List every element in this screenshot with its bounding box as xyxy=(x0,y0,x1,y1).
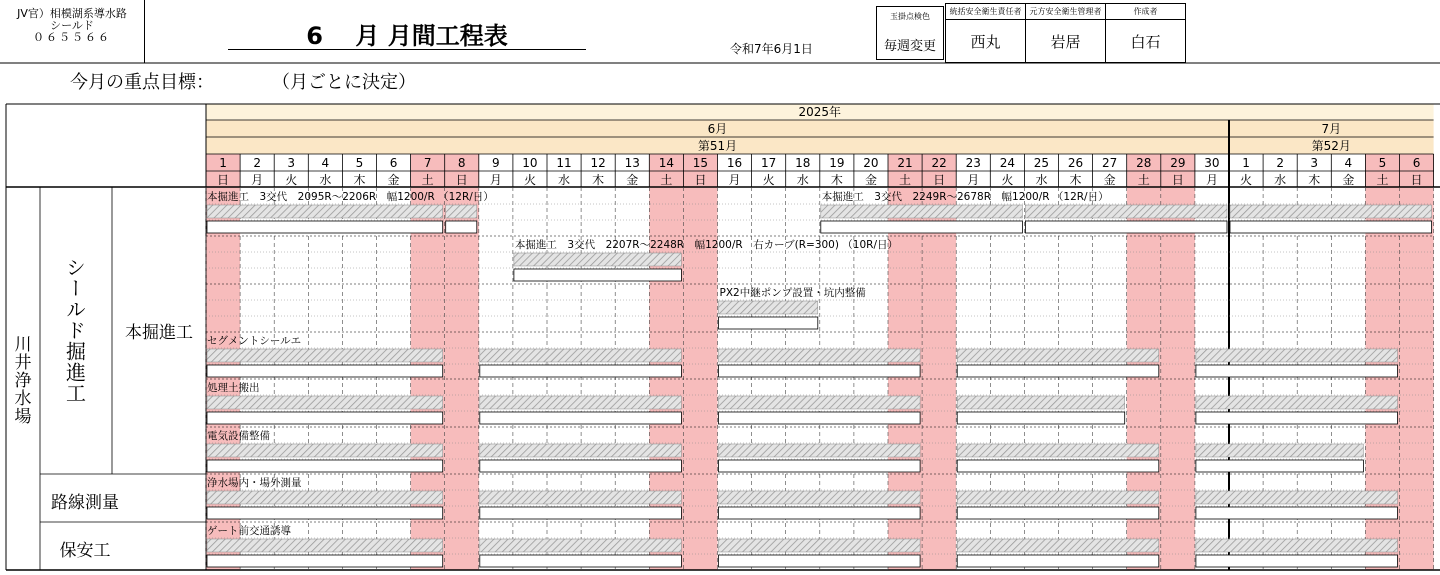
day-number: 13 xyxy=(624,156,640,170)
planned-bar xyxy=(957,396,1124,409)
planned-bar xyxy=(1025,205,1227,218)
planned-bar xyxy=(957,539,1159,552)
actual-bar xyxy=(1196,365,1398,377)
planned-bar xyxy=(719,396,921,409)
day-number: 23 xyxy=(965,156,981,170)
planned-bar xyxy=(719,539,921,552)
planned-bar xyxy=(1230,205,1432,218)
day-weekday: 木 xyxy=(830,173,843,187)
day-weekday: 水 xyxy=(796,173,809,187)
day-number: 29 xyxy=(1170,156,1186,170)
day-number: 30 xyxy=(1204,156,1220,170)
day-number: 26 xyxy=(1067,156,1084,170)
actual-bar xyxy=(1230,221,1432,233)
planned-bar xyxy=(207,349,443,362)
day-number: 17 xyxy=(761,156,777,170)
day-number: 16 xyxy=(726,156,743,170)
actual-bar xyxy=(957,460,1159,472)
signoff-header-1: 統括安全衛生責任者 xyxy=(946,4,1026,20)
day-weekday: 月 xyxy=(967,173,980,187)
actual-bar xyxy=(719,555,921,567)
task-label: 電気設備整備 xyxy=(207,430,270,442)
day-number: 3 xyxy=(287,156,296,170)
day-number: 25 xyxy=(1033,156,1050,170)
week-label-52: 第52月 xyxy=(1311,139,1351,153)
day-weekday: 木 xyxy=(1069,173,1082,187)
goal-label: 今月の重点目標： xyxy=(70,72,214,93)
day-weekday: 火 xyxy=(762,173,775,187)
day-number: 6 xyxy=(389,156,398,170)
day-weekday: 金 xyxy=(864,173,877,187)
org-line-3: ０６５５６６ xyxy=(33,31,111,44)
day-weekday: 木 xyxy=(1308,173,1321,187)
task-label: PX2中継ポンプ設置・坑内整備 xyxy=(719,287,866,299)
day-weekday: 月 xyxy=(728,173,741,187)
day-weekday: 火 xyxy=(1240,173,1253,187)
planned-bar xyxy=(207,539,443,552)
site-label: 川井浄水場 xyxy=(10,335,31,425)
actual-bar xyxy=(480,555,682,567)
day-number: 5 xyxy=(355,156,364,170)
actual-bar xyxy=(207,555,443,567)
actual-bar xyxy=(719,317,818,329)
actual-bar xyxy=(207,507,443,519)
task-label: 浄水場内・場外測量 xyxy=(207,477,302,489)
planned-bar xyxy=(1196,396,1398,409)
planned-bar xyxy=(480,444,682,457)
day-number: 2 xyxy=(253,156,261,170)
actual-bar xyxy=(207,221,443,233)
week-label-51: 第51月 xyxy=(697,139,738,153)
actual-bar xyxy=(719,507,921,519)
month-label-july: 7月 xyxy=(1321,122,1342,136)
day-weekday: 日 xyxy=(455,173,468,187)
day-weekday: 金 xyxy=(1103,173,1116,187)
planned-bar xyxy=(480,396,682,409)
day-weekday: 火 xyxy=(285,173,298,187)
actual-bar xyxy=(1196,460,1364,472)
actual-bar xyxy=(480,365,682,377)
actual-bar xyxy=(1196,555,1398,567)
day-number: 22 xyxy=(931,156,947,170)
day-number: 12 xyxy=(590,156,606,170)
day-number: 3 xyxy=(1310,156,1319,170)
page-title: 6 月 月間工程表 xyxy=(228,18,586,50)
day-weekday: 金 xyxy=(387,173,400,187)
route-label: 路線測量 xyxy=(51,492,119,513)
task-label: 本掘進工 3交代 2095R～2206R 幅1200/R （12R/日） xyxy=(207,191,494,203)
day-weekday: 日 xyxy=(694,173,707,187)
actual-bar xyxy=(821,221,1023,233)
actual-bar xyxy=(207,412,443,424)
day-weekday: 水 xyxy=(319,173,332,187)
planned-bar xyxy=(480,491,682,504)
actual-bar xyxy=(1196,507,1398,519)
day-weekday: 土 xyxy=(421,173,434,187)
actual-bar xyxy=(719,365,921,377)
day-weekday: 土 xyxy=(1137,173,1150,187)
planned-bar xyxy=(514,253,682,266)
day-weekday: 月 xyxy=(251,173,264,187)
day-weekday: 木 xyxy=(592,173,605,187)
day-weekday: 金 xyxy=(1342,173,1355,187)
planned-bar xyxy=(207,491,443,504)
planned-bar xyxy=(1196,444,1364,457)
day-number: 4 xyxy=(1344,156,1353,170)
inspection-color-header: 玉掛点検色 xyxy=(890,11,930,21)
subgroup-label: 本掘進工 xyxy=(125,322,193,343)
actual-bar xyxy=(207,365,443,377)
actual-bar xyxy=(446,221,477,233)
actual-bar xyxy=(957,412,1124,424)
signoff-header-3: 作成者 xyxy=(1106,4,1185,20)
planned-bar xyxy=(719,491,921,504)
actual-bar xyxy=(957,365,1159,377)
planned-bar xyxy=(719,349,921,362)
day-weekday: 日 xyxy=(1171,173,1184,187)
day-number: 28 xyxy=(1136,156,1152,170)
planned-bar xyxy=(207,396,443,409)
actual-bar xyxy=(207,460,443,472)
planned-bar xyxy=(446,205,477,218)
day-number: 11 xyxy=(556,156,572,170)
day-number: 18 xyxy=(795,156,811,170)
day-number: 4 xyxy=(321,156,330,170)
day-weekday: 日 xyxy=(933,173,946,187)
signoff-header-2: 元方安全衛生管理者 xyxy=(1026,4,1106,20)
planned-bar xyxy=(821,205,1023,218)
planned-bar xyxy=(207,444,443,457)
day-number: 21 xyxy=(897,156,913,170)
day-weekday: 土 xyxy=(1376,173,1389,187)
planned-bar xyxy=(480,539,682,552)
planned-bar xyxy=(207,205,443,218)
org-line-2: シールド xyxy=(50,19,94,32)
day-weekday: 土 xyxy=(660,173,673,187)
day-number: 10 xyxy=(522,156,538,170)
signoff-name-3: 白石 xyxy=(1130,32,1161,51)
task-label: 本掘進工 3交代 2249R～2678R 幅1200/R （12R/日） xyxy=(821,191,1109,203)
planned-bar xyxy=(480,349,682,362)
day-weekday: 日 xyxy=(217,173,230,187)
year-label: 2025年 xyxy=(798,105,842,119)
day-number: 20 xyxy=(863,156,879,170)
goal-value: （月ごとに決定） xyxy=(272,72,416,93)
day-weekday: 日 xyxy=(1410,173,1423,187)
day-number: 24 xyxy=(999,156,1015,170)
signoff-name-2: 岩居 xyxy=(1026,20,1106,62)
planned-bar xyxy=(719,301,818,314)
actual-bar xyxy=(719,460,921,472)
signoff-name-1: 西丸 xyxy=(946,20,1026,62)
day-weekday: 火 xyxy=(523,173,536,187)
org-line-1: JV官）相模湖系導水路 xyxy=(17,7,127,20)
planned-bar xyxy=(957,491,1159,504)
month-label-june: 6月 xyxy=(707,122,728,136)
group-label: シールド掘進工 xyxy=(62,256,87,404)
actual-bar xyxy=(1025,221,1227,233)
day-number: 1 xyxy=(219,156,227,170)
day-number: 15 xyxy=(692,156,709,170)
day-weekday: 土 xyxy=(899,173,912,187)
day-number: 7 xyxy=(423,156,432,170)
issue-date: 令和7年6月1日 xyxy=(730,42,813,56)
task-label: セグメントシールエ xyxy=(207,335,302,347)
day-weekday: 水 xyxy=(1274,173,1287,187)
day-weekday: 月 xyxy=(1205,173,1218,187)
day-weekday: 水 xyxy=(1035,173,1048,187)
planned-bar xyxy=(1196,539,1398,552)
planned-bar xyxy=(719,444,921,457)
day-weekday: 木 xyxy=(353,173,366,187)
actual-bar xyxy=(1196,412,1398,424)
day-number: 2 xyxy=(1276,156,1284,170)
day-number: 9 xyxy=(492,156,500,170)
planned-bar xyxy=(957,349,1159,362)
actual-bar xyxy=(514,269,682,281)
task-label: 本掘進工 3交代 2207R～2248R 幅1200/R 右カーブ(R=300) （10R/日） xyxy=(514,239,899,251)
day-number: 6 xyxy=(1412,156,1421,170)
day-number: 5 xyxy=(1378,156,1387,170)
planned-bar xyxy=(1196,491,1398,504)
task-label: ゲート前交通誘導 xyxy=(207,525,291,537)
task-label: 処理土搬出 xyxy=(207,382,260,394)
day-weekday: 月 xyxy=(489,173,502,187)
planned-bar xyxy=(1196,349,1398,362)
actual-bar xyxy=(480,460,682,472)
actual-bar xyxy=(719,412,921,424)
day-weekday: 金 xyxy=(626,173,639,187)
inspection-color-value: 毎週変更 xyxy=(883,38,936,54)
day-number: 19 xyxy=(829,156,845,170)
actual-bar xyxy=(480,412,682,424)
day-weekday: 水 xyxy=(558,173,571,187)
planned-bar xyxy=(957,444,1159,457)
day-number: 14 xyxy=(658,156,674,170)
safety-label: 保安工 xyxy=(59,540,111,561)
holiday-column xyxy=(683,154,717,570)
day-number: 1 xyxy=(1242,156,1250,170)
day-number: 8 xyxy=(457,156,466,170)
day-weekday: 火 xyxy=(1001,173,1014,187)
actual-bar xyxy=(957,555,1159,567)
actual-bar xyxy=(480,507,682,519)
actual-bar xyxy=(957,507,1159,519)
day-number: 27 xyxy=(1102,156,1118,170)
